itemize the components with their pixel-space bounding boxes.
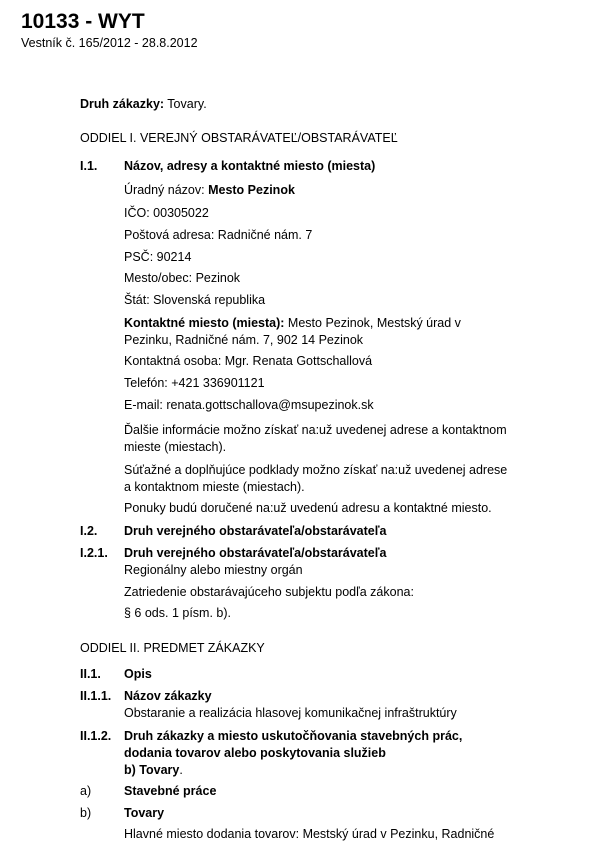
section2-heading: ODDIEL II. PREDMET ZÁKAZKY — [80, 641, 265, 655]
contract-type-value: Tovary. — [164, 97, 207, 111]
contact-point-line1: Mesto Pezinok, Mestský úrad v — [284, 316, 461, 330]
main-delivery-place: Hlavné miesto dodania tovarov: Mestský úrad v Pezinku, Radničné — [124, 827, 495, 841]
official-name-line — [124, 182, 295, 199]
city: Mesto/obec: Pezinok — [124, 271, 241, 285]
i2-number: I.2. — [80, 524, 98, 538]
tender-docs-line2: a kontaktnom mieste (miestach). — [124, 480, 305, 494]
phone: Telefón: +421 336901121 — [124, 376, 265, 390]
official-name-label: Úradný názov: — [124, 183, 209, 197]
classification-line2: § 6 ods. 1 písm. b). — [124, 606, 231, 620]
offers-delivery: Ponuky budú doručené na:už uvedenú adresu a kontaktné miesto. — [124, 501, 492, 515]
ico: IČO: 00305022 — [124, 206, 209, 220]
contract-type-label: Druh zákazky: — [80, 97, 165, 111]
item-b-title: Tovary — [124, 806, 165, 820]
ii12-title-line1: Druh zákazky a miesto uskutočňovania stavebných prác, — [124, 729, 463, 743]
i21-title: Druh verejného obstarávateľa/obstarávateľa — [124, 546, 387, 560]
item-a-label: a) — [80, 784, 92, 798]
ii1-title: Opis — [124, 667, 152, 681]
contact-point-line2: Pezinku, Radničné nám. 7, 902 14 Pezinok — [124, 333, 364, 347]
ii12-value-bold: b) Tovary — [124, 763, 180, 777]
i2-title: Druh verejného obstarávateľa/obstarávateľa — [124, 524, 387, 538]
more-info-line2: mieste (miestach). — [124, 440, 227, 454]
contract-name: Obstaranie a realizácia hlasovej komunikačnej infraštruktúry — [124, 706, 457, 720]
i21-value: Regionálny alebo miestny orgán — [124, 563, 303, 577]
contact-point-label: Kontaktné miesto (miesta): — [124, 316, 285, 330]
ii11-number: II.1.1. — [80, 689, 112, 703]
ii1-number: II.1. — [80, 667, 101, 681]
contract-type-line — [80, 96, 207, 113]
ii12-value-tail: . — [179, 763, 183, 777]
country: Štát: Slovenská republika — [124, 293, 266, 307]
item-a-title: Stavebné práce — [124, 784, 217, 798]
ii12-number: II.1.2. — [80, 729, 112, 743]
ii11-title: Názov zákazky — [124, 689, 212, 703]
classification-line1: Zatriedenie obstarávajúceho subjektu podľa zákona: — [124, 585, 414, 599]
ii12-value — [124, 762, 183, 779]
email: E-mail: renata.gottschallova@msupezinok.sk — [124, 398, 374, 412]
contact-person: Kontaktná osoba: Mgr. Renata Gottschallová — [124, 354, 373, 368]
tender-docs-line1: Súťažné a doplňujúce podklady možno získať na:už uvedenej adrese — [124, 463, 508, 477]
bulletin-info: Vestník č. 165/2012 - 28.8.2012 — [21, 36, 198, 50]
i1-number: I.1. — [80, 159, 98, 173]
official-name-value: Mesto Pezinok — [208, 183, 295, 197]
postal-address: Poštová adresa: Radničné nám. 7 — [124, 228, 313, 242]
contact-point — [124, 315, 461, 332]
ii12-title-line2: dodania tovarov alebo poskytovania služieb — [124, 746, 386, 760]
document-title: 10133 - WYT — [21, 10, 145, 33]
section1-heading: ODDIEL I. VEREJNÝ OBSTARÁVATEĽ/OBSTARÁVATEĽ — [80, 131, 398, 145]
item-b-label: b) — [80, 806, 92, 820]
i1-title: Názov, adresy a kontaktné miesto (miesta) — [124, 159, 376, 173]
more-info-line1: Ďalšie informácie možno získať na:už uvedenej adrese a kontaktnom — [124, 423, 507, 437]
postal-code: PSČ: 90214 — [124, 250, 192, 264]
i21-number: I.2.1. — [80, 546, 108, 560]
